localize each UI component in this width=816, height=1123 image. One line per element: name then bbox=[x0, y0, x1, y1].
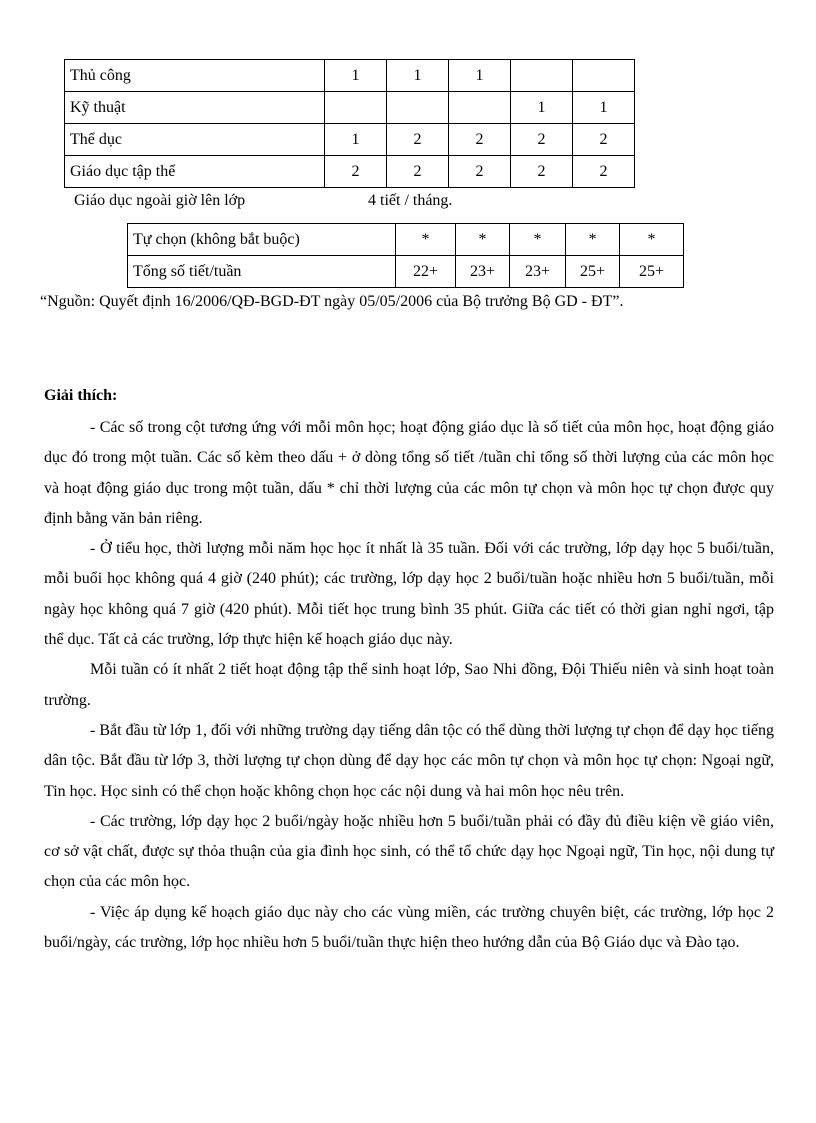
value-cell: 2 bbox=[511, 156, 573, 188]
value-cell: 1 bbox=[325, 124, 387, 156]
explanation-paragraph: - Các trường, lớp dạy học 2 buổi/ngày hoặc nhiều hơn 5 buổi/tuần phải có đầy đủ điều kiện về giáo viên, cơ sở vật chất, được sự thỏa thuận của gia đình học sinh, có thể tổ chức dạy học Ngoại ngữ, Tin học, nội dung tự chọn của các môn học. bbox=[44, 812, 774, 891]
value-cell: 1 bbox=[511, 92, 573, 124]
value-cell: 2 bbox=[387, 124, 449, 156]
explanation-heading: Giải thích: bbox=[44, 387, 118, 404]
subject-cell: Tự chọn (không bắt buộc) bbox=[128, 224, 396, 256]
explanation-paragraph: Mỗi tuần có ít nhất 2 tiết hoạt động tập thể sinh hoạt lớp, Sao Nhi đồng, Đội Thiếu niên và sinh hoạt toàn trường. bbox=[44, 661, 774, 709]
value-cell: * bbox=[620, 224, 684, 256]
explanation-paragraph: - Việc áp dụng kế hoạch giáo dục này cho các vùng miền, các trường chuyên biệt, các trường, lớp học 2 buổi/ngày, các trường, lớp học nhiều hơn 5 buổi/tuần thực hiện theo hướng dẫn của Bộ Giáo dục và Đào tạo. bbox=[44, 903, 774, 952]
value-cell: * bbox=[510, 224, 566, 256]
totals-table bbox=[127, 223, 684, 288]
value-cell: 23+ bbox=[456, 256, 510, 288]
value-cell: 1 bbox=[387, 60, 449, 92]
value-cell bbox=[573, 60, 635, 92]
source-note: “Nguồn: Quyết định 16/2006/QĐ-BGD-ĐT ngày 05/05/2006 của Bộ trưởng Bộ GD - ĐT”. bbox=[40, 293, 624, 310]
subject-cell: Thể dục bbox=[65, 124, 325, 156]
table-row bbox=[128, 224, 684, 256]
value-cell: 2 bbox=[325, 156, 387, 188]
value-cell: * bbox=[456, 224, 510, 256]
explanation-paragraph: - Các số trong cột tương ứng với mỗi môn học; hoạt động giáo dục là số tiết của môn học, hoạt động giáo dục đó trong một tuần. Các số kèm theo dấu + ở dòng tổng số tiết /tuần chỉ tổng số thời lượng của các môn học và hoạt động giáo dục trong một tuần, dấu * chỉ thời lượng của các môn tự chọn và môn học tự chọn được quy định bằng văn bản riêng. bbox=[44, 419, 774, 527]
subject-cell: Giáo dục tập thể bbox=[65, 156, 325, 188]
value-cell: * bbox=[396, 224, 456, 256]
subject-cell: Thủ công bbox=[65, 60, 325, 92]
extracurricular-label: Giáo dục ngoài giờ lên lớp bbox=[74, 192, 246, 209]
table-row bbox=[65, 92, 635, 124]
extracurricular-value: 4 tiết / tháng. bbox=[368, 192, 453, 209]
value-cell: 1 bbox=[573, 92, 635, 124]
value-cell: 1 bbox=[449, 60, 511, 92]
value-cell: 25+ bbox=[566, 256, 620, 288]
value-cell: 25+ bbox=[620, 256, 684, 288]
table-row bbox=[128, 256, 684, 288]
subject-cell: Tổng số tiết/tuần bbox=[128, 256, 396, 288]
table-row bbox=[65, 60, 635, 92]
value-cell: 2 bbox=[573, 156, 635, 188]
value-cell bbox=[449, 92, 511, 124]
value-cell: 2 bbox=[511, 124, 573, 156]
value-cell: 1 bbox=[325, 60, 387, 92]
value-cell bbox=[511, 60, 573, 92]
explanation-body bbox=[44, 413, 774, 958]
value-cell: 22+ bbox=[396, 256, 456, 288]
schedule-table bbox=[64, 59, 635, 188]
table-row bbox=[65, 156, 635, 188]
value-cell bbox=[387, 92, 449, 124]
value-cell: 2 bbox=[449, 124, 511, 156]
value-cell: * bbox=[566, 224, 620, 256]
subject-cell: Kỹ thuật bbox=[65, 92, 325, 124]
explanation-paragraph: - Ở tiểu học, thời lượng mỗi năm học học ít nhất là 35 tuần. Đối với các trường, lớp dạy học 5 buổi/tuần, mỗi buổi học không quá 4 giờ (240 phút); các trường, lớp dạy học 2 buổi/tuần hoặc nhiều hơn 5 buổi/tuần, mỗi ngày học không quá 7 giờ (420 phút). Mỗi tiết học trung bình 35 phút. Giữa các tiết có thời gian nghỉ ngơi, tập thể dục. Tất cả các trường, lớp thực hiện kế hoạch giáo dục này. bbox=[44, 540, 774, 649]
table-row bbox=[65, 124, 635, 156]
value-cell: 2 bbox=[449, 156, 511, 188]
value-cell: 2 bbox=[573, 124, 635, 156]
value-cell: 2 bbox=[387, 156, 449, 188]
value-cell bbox=[325, 92, 387, 124]
value-cell: 23+ bbox=[510, 256, 566, 288]
explanation-paragraph: - Bắt đầu từ lớp 1, đối với những trường dạy tiếng dân tộc có thể dùng thời lượng tự chọn để dạy học tiếng dân tộc. Bắt đầu từ lớp 3, thời lượng tự chọn dùng để dạy học các môn tự chọn và môn học tự chọn: Ngoại ngữ, Tin học. Học sinh có thể chọn hoặc không chọn học các nội dung và hai môn học nêu trên. bbox=[44, 721, 774, 800]
